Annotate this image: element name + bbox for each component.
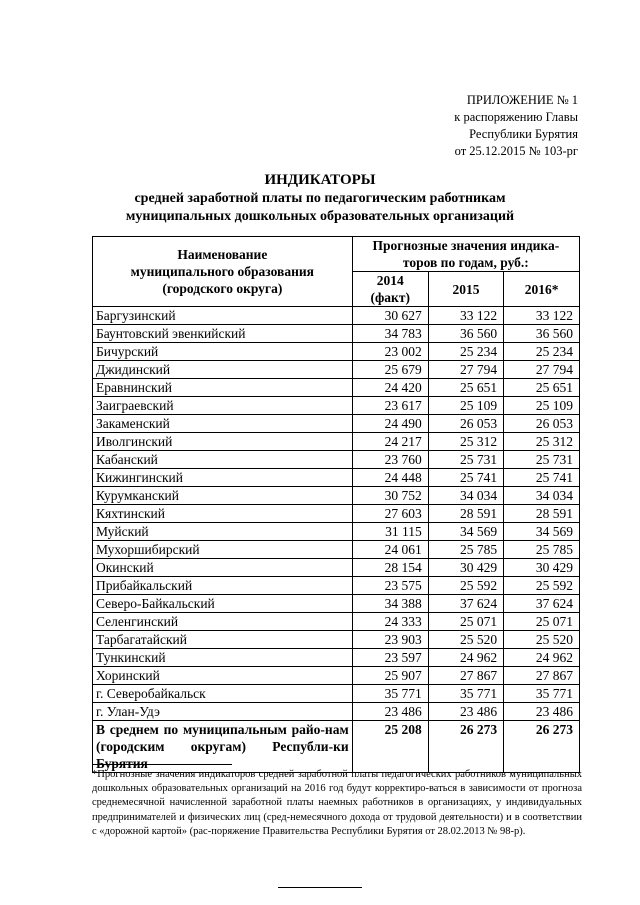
value-2015: 36 560 — [428, 325, 503, 343]
total-2015: 26 273 — [428, 721, 503, 773]
value-2016: 34 034 — [504, 487, 580, 505]
value-2015: 26 053 — [428, 415, 503, 433]
header-text: Наименование — [177, 247, 268, 262]
value-2016: 34 569 — [504, 523, 580, 541]
title-subtitle-line: муниципальных дошкольных образовательных организаций — [125, 209, 515, 224]
value-2015: 34 569 — [428, 523, 503, 541]
value-2014: 35 771 — [352, 685, 428, 703]
municipality-name: г. Северобайкальск — [93, 685, 353, 703]
value-2015: 23 486 — [428, 703, 503, 721]
value-2016: 36 560 — [504, 325, 580, 343]
value-2014: 23 760 — [352, 451, 428, 469]
appendix-ref-line: к распоряжению Главы — [454, 110, 578, 124]
value-2014: 28 154 — [352, 559, 428, 577]
table-row — [93, 667, 580, 685]
municipality-name: Мухоршибирский — [93, 541, 353, 559]
value-2014: 24 217 — [352, 433, 428, 451]
municipality-name: Баунтовский эвенкийский — [93, 325, 353, 343]
municipality-name: Хоринский — [93, 667, 353, 685]
header-text: Прогнозные значения индика- — [372, 238, 560, 253]
value-2016: 25 109 — [504, 397, 580, 415]
appendix-date-number: от 25.12.2015 № 103-рг — [454, 144, 578, 158]
table-row — [93, 415, 580, 433]
value-2016: 35 771 — [504, 685, 580, 703]
table-row — [93, 433, 580, 451]
value-2016: 25 312 — [504, 433, 580, 451]
value-2014: 24 333 — [352, 613, 428, 631]
table-row — [93, 559, 580, 577]
value-2014: 27 603 — [352, 505, 428, 523]
appendix-header — [454, 92, 578, 160]
value-2015: 25 592 — [428, 577, 503, 595]
municipality-name: Бичурский — [93, 343, 353, 361]
value-2016: 26 053 — [504, 415, 580, 433]
value-2015: 25 312 — [428, 433, 503, 451]
table-row — [93, 703, 580, 721]
municipality-name: Окинский — [93, 559, 353, 577]
value-2015: 33 122 — [428, 307, 503, 325]
table-row — [93, 505, 580, 523]
header-text: торов по годам, руб.: — [402, 255, 529, 270]
table-row — [93, 451, 580, 469]
value-2014: 23 575 — [352, 577, 428, 595]
value-2016: 37 624 — [504, 595, 580, 613]
value-2015: 28 591 — [428, 505, 503, 523]
document-title — [0, 170, 640, 226]
table-row — [93, 631, 580, 649]
table-row — [93, 325, 580, 343]
value-2016: 27 794 — [504, 361, 580, 379]
title-main: ИНДИКАТОРЫ — [264, 172, 376, 188]
indicators-table — [92, 236, 580, 773]
value-2015: 34 034 — [428, 487, 503, 505]
appendix-ref-line: Республики Бурятия — [469, 127, 578, 141]
value-2015: 27 794 — [428, 361, 503, 379]
value-2016: 25 520 — [504, 631, 580, 649]
value-2015: 37 624 — [428, 595, 503, 613]
table-row — [93, 343, 580, 361]
value-2015: 25 785 — [428, 541, 503, 559]
municipality-name: Закаменский — [93, 415, 353, 433]
value-2016: 23 486 — [504, 703, 580, 721]
value-2015: 24 962 — [428, 649, 503, 667]
municipality-name: Еравнинский — [93, 379, 353, 397]
value-2014: 25 679 — [352, 361, 428, 379]
footnote-divider — [92, 764, 232, 765]
value-2016: 25 071 — [504, 613, 580, 631]
value-2015: 35 771 — [428, 685, 503, 703]
table-row — [93, 379, 580, 397]
value-2015: 25 651 — [428, 379, 503, 397]
table-row — [93, 613, 580, 631]
total-2014: 25 208 — [352, 721, 428, 773]
value-2016: 25 651 — [504, 379, 580, 397]
value-2014: 23 903 — [352, 631, 428, 649]
value-2014: 23 617 — [352, 397, 428, 415]
table-body — [93, 307, 580, 773]
value-2014: 31 115 — [352, 523, 428, 541]
column-header-name — [93, 237, 353, 307]
value-2016: 27 867 — [504, 667, 580, 685]
value-2014: 24 490 — [352, 415, 428, 433]
table-row — [93, 649, 580, 667]
value-2016: 30 429 — [504, 559, 580, 577]
municipality-name: Кабанский — [93, 451, 353, 469]
table-row — [93, 469, 580, 487]
value-2015: 25 520 — [428, 631, 503, 649]
end-divider — [278, 887, 362, 888]
appendix-number: ПРИЛОЖЕНИЕ № 1 — [466, 93, 578, 107]
value-2014: 34 783 — [352, 325, 428, 343]
value-2014: 30 752 — [352, 487, 428, 505]
value-2015: 25 109 — [428, 397, 503, 415]
value-2014: 24 420 — [352, 379, 428, 397]
municipality-name: Селенгинский — [93, 613, 353, 631]
header-text: (городского округа) — [162, 281, 283, 296]
total-label: В среднем по муниципальным райо-нам (городским округам) Республи-ки Бурятия — [93, 721, 353, 773]
header-text: муниципального образования — [130, 264, 314, 279]
municipality-name: Курумканский — [93, 487, 353, 505]
municipality-name: Прибайкальский — [93, 577, 353, 595]
table-row — [93, 361, 580, 379]
column-header-group — [352, 237, 579, 272]
table-row — [93, 397, 580, 415]
table-row — [93, 523, 580, 541]
municipality-name: Иволгинский — [93, 433, 353, 451]
total-2016: 26 273 — [504, 721, 580, 773]
table-row — [93, 685, 580, 703]
value-2014: 25 907 — [352, 667, 428, 685]
value-2014: 34 388 — [352, 595, 428, 613]
municipality-name: Северо-Байкальский — [93, 595, 353, 613]
value-2014: 23 486 — [352, 703, 428, 721]
table-row — [93, 595, 580, 613]
value-2015: 25 071 — [428, 613, 503, 631]
value-2015: 25 731 — [428, 451, 503, 469]
value-2014: 30 627 — [352, 307, 428, 325]
value-2015: 27 867 — [428, 667, 503, 685]
column-header-year: 2014 (факт) — [352, 272, 428, 307]
title-subtitle-line: средней заработной платы по педагогическим работникам — [134, 191, 506, 206]
value-2014: 24 448 — [352, 469, 428, 487]
municipality-name: Кяхтинский — [93, 505, 353, 523]
value-2015: 30 429 — [428, 559, 503, 577]
value-2016: 33 122 — [504, 307, 580, 325]
value-2016: 25 592 — [504, 577, 580, 595]
table-row — [93, 541, 580, 559]
municipality-name: Тарбагатайский — [93, 631, 353, 649]
municipality-name: г. Улан-Удэ — [93, 703, 353, 721]
value-2014: 23 597 — [352, 649, 428, 667]
table-row — [93, 487, 580, 505]
table-row — [93, 307, 580, 325]
municipality-name: Муйский — [93, 523, 353, 541]
municipality-name: Джидинский — [93, 361, 353, 379]
value-2015: 25 741 — [428, 469, 503, 487]
footnote: *Прогнозные значения индикаторов средней заработной платы педагогических работников муниципальных дошкольных образовательных организаций на 2016 год будут корректиро-ваться в зависимости от прогноза среднемесячной начисленной заработной платы наемных работников в организациях, у индивидуальных предпринимателей и физических лиц (сред-немесячного дохода от трудовой деятельности) и в соответствии с «дорожной картой» (рас-поряжение Правительства Республики Бурятия от 28.02.2013 № 98-р). — [92, 769, 582, 837]
value-2016: 25 785 — [504, 541, 580, 559]
value-2016: 25 731 — [504, 451, 580, 469]
column-header-year: 2016* — [504, 272, 580, 307]
value-2014: 23 002 — [352, 343, 428, 361]
value-2016: 25 234 — [504, 343, 580, 361]
value-2014: 24 061 — [352, 541, 428, 559]
municipality-name: Заиграевский — [93, 397, 353, 415]
value-2016: 25 741 — [504, 469, 580, 487]
value-2016: 24 962 — [504, 649, 580, 667]
column-header-year: 2015 — [428, 272, 503, 307]
municipality-name: Тункинский — [93, 649, 353, 667]
municipality-name: Кижингинский — [93, 469, 353, 487]
value-2015: 25 234 — [428, 343, 503, 361]
value-2016: 28 591 — [504, 505, 580, 523]
table-row — [93, 577, 580, 595]
municipality-name: Баргузинский — [93, 307, 353, 325]
